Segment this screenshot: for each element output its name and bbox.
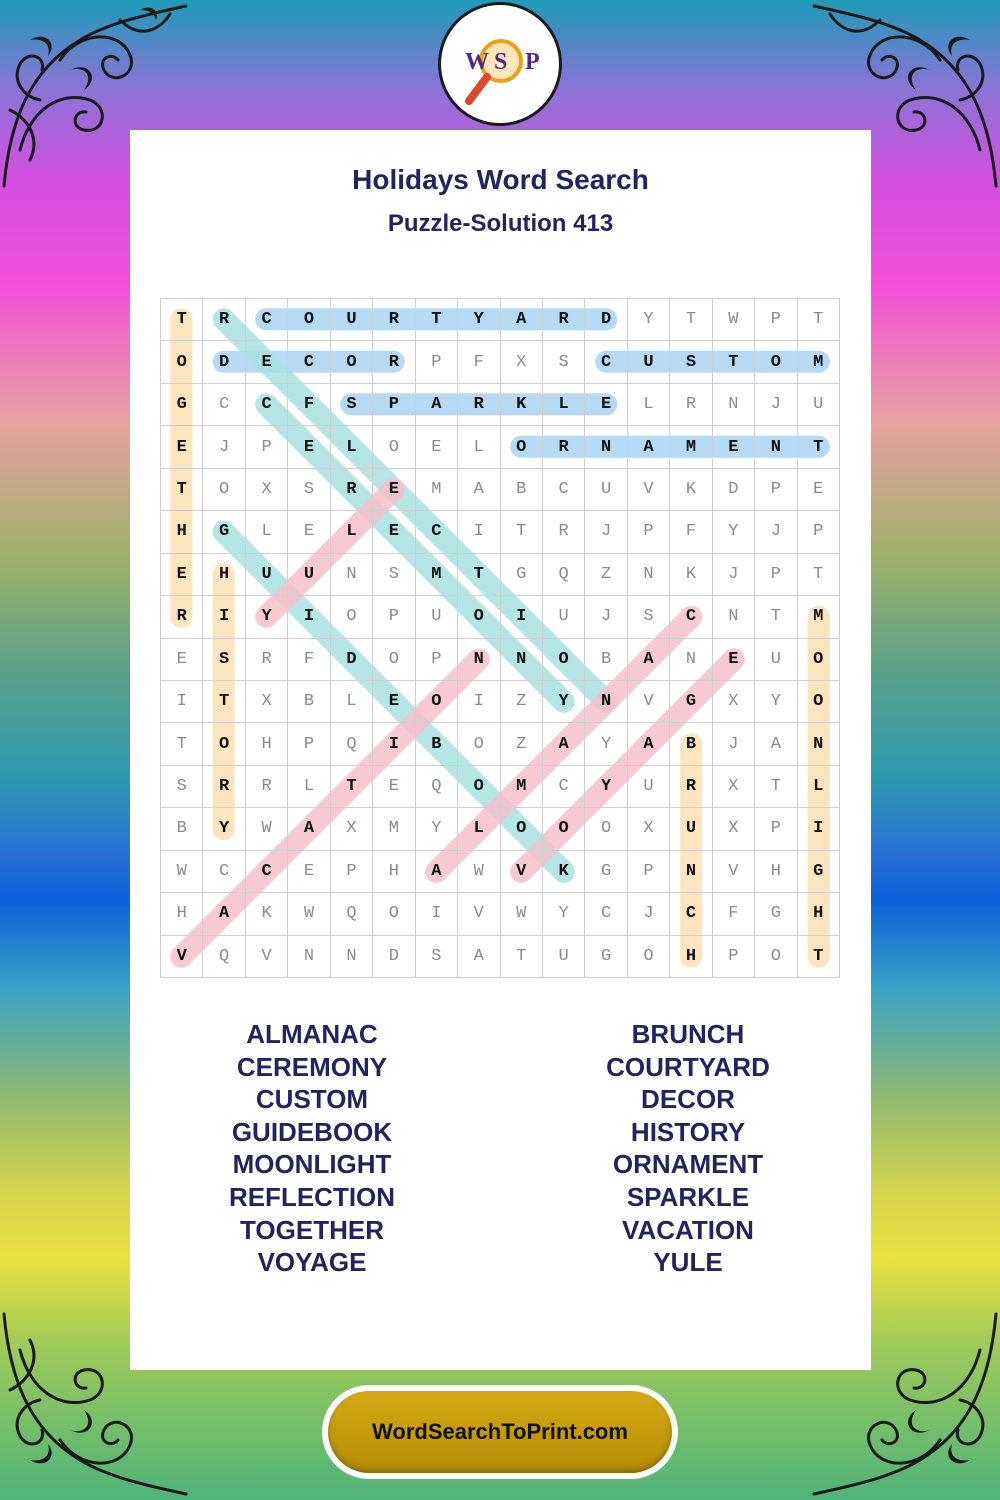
grid-cell[interactable]: B xyxy=(161,808,203,850)
grid-cell[interactable]: S xyxy=(628,596,670,638)
grid-cell[interactable]: Y xyxy=(246,596,288,638)
grid-cell[interactable]: M xyxy=(798,596,840,638)
grid-cell[interactable]: M xyxy=(798,341,840,383)
grid-cell[interactable]: K xyxy=(670,469,712,511)
grid-cell[interactable]: T xyxy=(161,723,203,765)
grid-cell[interactable]: R xyxy=(373,341,415,383)
grid-cell[interactable]: L xyxy=(331,681,373,723)
grid-cell[interactable]: Y xyxy=(543,893,585,935)
grid-cell[interactable]: H xyxy=(798,893,840,935)
grid-cell[interactable]: R xyxy=(246,639,288,681)
word-list-item: SPARKLE xyxy=(626,1181,750,1212)
grid-cell[interactable]: W xyxy=(288,893,330,935)
grid-cell[interactable]: W xyxy=(713,299,755,341)
grid-cell[interactable]: R xyxy=(246,766,288,808)
grid-cell[interactable]: P xyxy=(288,723,330,765)
grid-cell[interactable]: Q xyxy=(203,936,245,978)
grid-cell[interactable]: P xyxy=(331,851,373,893)
grid-cell[interactable]: T xyxy=(416,299,458,341)
grid-cell[interactable]: E xyxy=(246,341,288,383)
grid-cell[interactable]: J xyxy=(585,511,627,553)
grid-cell[interactable]: N xyxy=(713,596,755,638)
grid-cell[interactable]: S xyxy=(288,469,330,511)
grid-cell[interactable]: A xyxy=(416,384,458,426)
grid-cell[interactable]: M xyxy=(416,554,458,596)
grid-cell[interactable]: T xyxy=(331,766,373,808)
word-list-item: COURTYARD xyxy=(606,1051,770,1082)
grid-cell[interactable]: O xyxy=(373,893,415,935)
grid-cell[interactable]: N xyxy=(670,639,712,681)
grid-cell[interactable]: E xyxy=(288,511,330,553)
grid-cell[interactable]: S xyxy=(331,384,373,426)
grid-cell[interactable]: P xyxy=(628,851,670,893)
grid-cell[interactable]: T xyxy=(161,469,203,511)
site-pill xyxy=(328,1391,672,1473)
grid-cell[interactable]: M xyxy=(501,766,543,808)
grid-cell[interactable]: W xyxy=(458,851,500,893)
grid-cell[interactable]: T xyxy=(798,936,840,978)
grid-cell[interactable]: U xyxy=(543,936,585,978)
grid-cell[interactable]: J xyxy=(713,723,755,765)
grid-cell[interactable]: P xyxy=(246,426,288,468)
grid-cell[interactable]: X xyxy=(246,681,288,723)
grid-cell[interactable]: U xyxy=(628,766,670,808)
grid-cell[interactable]: H xyxy=(161,511,203,553)
grid-cell[interactable]: A xyxy=(628,639,670,681)
grid-cell[interactable]: J xyxy=(713,554,755,596)
grid-cell[interactable]: R xyxy=(670,766,712,808)
grid-cell[interactable]: O xyxy=(755,341,797,383)
grid-cell[interactable]: T xyxy=(161,299,203,341)
grid-cell[interactable]: B xyxy=(501,469,543,511)
grid-cell[interactable]: L xyxy=(543,384,585,426)
grid-cell[interactable]: H xyxy=(161,893,203,935)
word-list-item: VOYAGE xyxy=(257,1247,367,1278)
grid-cell[interactable]: C xyxy=(585,893,627,935)
grid-cell[interactable]: X xyxy=(713,681,755,723)
grid-cell[interactable]: T xyxy=(798,299,840,341)
grid-cell[interactable]: L xyxy=(331,511,373,553)
grid-cell[interactable]: A xyxy=(416,851,458,893)
grid-cell[interactable]: K xyxy=(246,893,288,935)
word-list-item: CUSTOM xyxy=(255,1084,369,1115)
grid-cell[interactable]: R xyxy=(203,299,245,341)
grid-cell[interactable]: U xyxy=(246,554,288,596)
grid-cell[interactable]: H xyxy=(670,936,712,978)
grid-cell[interactable]: E xyxy=(585,384,627,426)
grid-cell[interactable]: P xyxy=(755,554,797,596)
puzzle-subtitle: Puzzle-Solution 413 xyxy=(387,210,614,237)
grid-cell[interactable]: U xyxy=(798,384,840,426)
grid-cell[interactable]: T xyxy=(670,299,712,341)
grid-cell[interactable]: Y xyxy=(585,766,627,808)
grid-cell[interactable]: K xyxy=(670,554,712,596)
grid-cell[interactable]: O xyxy=(203,469,245,511)
grid-cell[interactable]: E xyxy=(288,851,330,893)
grid-cell[interactable]: I xyxy=(288,596,330,638)
grid-cell[interactable]: E xyxy=(161,554,203,596)
grid-cell[interactable]: Q xyxy=(416,766,458,808)
grid-cell[interactable]: H xyxy=(755,851,797,893)
grid-cell[interactable]: C xyxy=(416,511,458,553)
grid-cell[interactable]: C xyxy=(543,469,585,511)
grid-cell[interactable]: C xyxy=(670,893,712,935)
word-list-item: ORNAMENT xyxy=(612,1149,764,1180)
grid-cell[interactable]: N xyxy=(331,936,373,978)
grid-cell[interactable]: V xyxy=(246,936,288,978)
grid-cell[interactable]: K xyxy=(543,851,585,893)
word-search-grid xyxy=(160,298,840,978)
grid-cell[interactable]: W xyxy=(161,851,203,893)
word-list-item: MOONLIGHT xyxy=(232,1149,392,1180)
grid-cell[interactable]: X xyxy=(501,341,543,383)
grid-cell[interactable]: A xyxy=(288,808,330,850)
grid-cell[interactable]: H xyxy=(203,554,245,596)
grid-cell[interactable]: L xyxy=(458,426,500,468)
grid-cell[interactable]: U xyxy=(628,341,670,383)
grid-cell[interactable]: U xyxy=(670,808,712,850)
grid-cell[interactable]: U xyxy=(331,299,373,341)
grid-cell[interactable]: H xyxy=(246,723,288,765)
grid-cell[interactable]: P xyxy=(373,596,415,638)
grid-cell[interactable]: O xyxy=(501,426,543,468)
grid-cell[interactable]: B xyxy=(585,639,627,681)
grid-cell[interactable]: N xyxy=(755,426,797,468)
site-url: WordSearchToPrint.com xyxy=(372,1419,628,1444)
grid-cell[interactable]: C xyxy=(203,851,245,893)
grid-cell[interactable]: E xyxy=(713,639,755,681)
grid-cell[interactable]: T xyxy=(755,596,797,638)
grid-cell[interactable]: S xyxy=(416,936,458,978)
grid-cell[interactable]: F xyxy=(670,511,712,553)
grid-cell[interactable]: R xyxy=(373,299,415,341)
grid-cell[interactable]: O xyxy=(331,596,373,638)
grid-cell[interactable]: D xyxy=(713,469,755,511)
grid-cell[interactable]: D xyxy=(585,299,627,341)
grid-cell[interactable]: Z xyxy=(585,554,627,596)
grid-cell[interactable]: U xyxy=(543,596,585,638)
grid-cell[interactable]: I xyxy=(203,596,245,638)
grid-cell[interactable]: S xyxy=(670,341,712,383)
grid-cell[interactable]: S xyxy=(161,766,203,808)
grid-cell[interactable]: O xyxy=(755,936,797,978)
logo-letter-p: P xyxy=(525,49,540,75)
grid-cell[interactable]: C xyxy=(246,299,288,341)
logo-letter-s: S xyxy=(494,49,508,75)
grid-cell[interactable]: R xyxy=(543,426,585,468)
grid-cell[interactable]: O xyxy=(543,639,585,681)
grid-cell[interactable]: O xyxy=(331,341,373,383)
grid-cell[interactable]: T xyxy=(458,554,500,596)
grid-cell[interactable]: F xyxy=(288,384,330,426)
grid-cell[interactable]: X xyxy=(331,808,373,850)
grid-cell[interactable]: E xyxy=(161,639,203,681)
grid-cell[interactable]: E xyxy=(416,426,458,468)
grid-cell[interactable]: N xyxy=(458,639,500,681)
grid-cell[interactable]: C xyxy=(288,341,330,383)
grid-cell[interactable]: L xyxy=(458,808,500,850)
grid-cell[interactable]: E xyxy=(288,426,330,468)
grid-cell[interactable]: G xyxy=(585,851,627,893)
grid-cell[interactable]: Y xyxy=(543,681,585,723)
grid-cell[interactable]: G xyxy=(161,384,203,426)
grid-cell[interactable]: N xyxy=(585,426,627,468)
grid-cell[interactable]: L xyxy=(798,766,840,808)
grid-cell[interactable]: B xyxy=(416,723,458,765)
grid-cell[interactable]: H xyxy=(373,851,415,893)
grid-cell[interactable]: Z xyxy=(501,723,543,765)
grid-cell[interactable]: O xyxy=(203,723,245,765)
grid-cell[interactable]: P xyxy=(755,469,797,511)
grid-cell[interactable]: S xyxy=(543,341,585,383)
grid-cell[interactable]: X xyxy=(246,469,288,511)
grid-cell[interactable]: G xyxy=(501,554,543,596)
grid-cell[interactable]: O xyxy=(628,936,670,978)
grid-cell[interactable]: I xyxy=(373,723,415,765)
grid-cell[interactable]: A xyxy=(458,469,500,511)
grid-cell[interactable]: R xyxy=(161,596,203,638)
logo-letter-w: W xyxy=(465,49,489,75)
grid-cell[interactable]: G xyxy=(585,936,627,978)
grid-cell[interactable]: Y xyxy=(585,723,627,765)
grid-cell[interactable]: O xyxy=(458,766,500,808)
word-list-item: HISTORY xyxy=(630,1116,746,1147)
grid-cell[interactable]: M xyxy=(416,469,458,511)
grid-cell[interactable]: D xyxy=(373,936,415,978)
grid-cell[interactable]: O xyxy=(543,808,585,850)
grid-cell[interactable]: B xyxy=(670,723,712,765)
grid-cell[interactable]: R xyxy=(458,384,500,426)
grid-cell[interactable]: J xyxy=(203,426,245,468)
grid-cell[interactable]: T xyxy=(798,426,840,468)
grid-cell[interactable]: I xyxy=(798,808,840,850)
grid-cell[interactable]: S xyxy=(203,639,245,681)
grid-cell[interactable]: V xyxy=(458,893,500,935)
grid-cell[interactable]: V xyxy=(161,936,203,978)
site-banner[interactable] xyxy=(322,1385,678,1479)
word-list-right xyxy=(523,1018,853,1279)
grid-cell[interactable]: C xyxy=(203,384,245,426)
grid-cell[interactable]: E xyxy=(373,766,415,808)
grid-cell[interactable]: N xyxy=(628,554,670,596)
grid-cell[interactable]: J xyxy=(628,893,670,935)
word-list-item: REFLECTION xyxy=(228,1181,396,1212)
grid-cell[interactable]: C xyxy=(670,596,712,638)
grid-cell[interactable]: G xyxy=(670,681,712,723)
grid-cell[interactable]: A xyxy=(203,893,245,935)
grid-cell[interactable]: E xyxy=(713,426,755,468)
word-list-item: DECOR xyxy=(641,1084,735,1115)
puzzle-card xyxy=(130,130,871,1370)
grid-cell[interactable]: O xyxy=(501,808,543,850)
grid-cell[interactable]: M xyxy=(373,808,415,850)
grid-cell[interactable]: U xyxy=(416,596,458,638)
grid-cell[interactable]: O xyxy=(161,341,203,383)
grid-cell[interactable]: T xyxy=(713,341,755,383)
grid-cell[interactable]: A xyxy=(458,936,500,978)
grid-cell[interactable]: N xyxy=(501,639,543,681)
grid-cell[interactable]: T xyxy=(798,554,840,596)
grid-cell[interactable]: Y xyxy=(203,808,245,850)
grid-cell[interactable]: R xyxy=(543,511,585,553)
letter-grid xyxy=(160,298,840,978)
grid-cell[interactable]: N xyxy=(288,936,330,978)
word-list-item: YULE xyxy=(653,1247,723,1278)
grid-cell[interactable]: N xyxy=(670,851,712,893)
grid-cell[interactable]: R xyxy=(203,766,245,808)
grid-cell[interactable]: N xyxy=(798,723,840,765)
grid-cell[interactable]: X xyxy=(713,808,755,850)
grid-cell[interactable]: J xyxy=(755,511,797,553)
grid-cell[interactable]: C xyxy=(585,341,627,383)
grid-cell[interactable]: F xyxy=(458,341,500,383)
grid-cell[interactable]: L xyxy=(628,384,670,426)
grid-cell[interactable]: X xyxy=(628,808,670,850)
grid-cell[interactable]: O xyxy=(416,681,458,723)
word-list-left xyxy=(147,1018,477,1279)
puzzle-title: Holidays Word Search xyxy=(352,164,649,195)
word-list-item: CEREMONY xyxy=(236,1051,388,1082)
word-list-item: VACATION xyxy=(622,1214,754,1245)
grid-cell[interactable]: E xyxy=(373,469,415,511)
grid-cell[interactable]: G xyxy=(755,893,797,935)
grid-cell[interactable]: R xyxy=(670,384,712,426)
grid-cell[interactable]: U xyxy=(755,639,797,681)
grid-cell[interactable]: N xyxy=(585,681,627,723)
grid-cell[interactable]: A xyxy=(501,299,543,341)
grid-cell[interactable]: P xyxy=(416,639,458,681)
grid-cell[interactable]: Y xyxy=(713,511,755,553)
grid-cell[interactable]: U xyxy=(288,554,330,596)
grid-cell[interactable]: R xyxy=(543,299,585,341)
grid-cell[interactable]: P xyxy=(798,511,840,553)
grid-cell[interactable]: Q xyxy=(331,723,373,765)
grid-cell[interactable]: N xyxy=(713,384,755,426)
grid-cell[interactable]: J xyxy=(585,596,627,638)
grid-cell[interactable]: I xyxy=(458,511,500,553)
grid-cell[interactable]: V xyxy=(501,851,543,893)
word-list-item: GUIDEBOOK xyxy=(231,1116,393,1147)
grid-cell[interactable]: V xyxy=(628,469,670,511)
grid-cell[interactable]: V xyxy=(628,681,670,723)
grid-cell[interactable]: I xyxy=(501,596,543,638)
grid-cell[interactable]: J xyxy=(755,384,797,426)
grid-cell[interactable]: M xyxy=(670,426,712,468)
grid-cell[interactable]: Y xyxy=(416,808,458,850)
grid-cell[interactable]: L xyxy=(246,511,288,553)
grid-cell[interactable]: F xyxy=(713,893,755,935)
grid-cell[interactable]: O xyxy=(798,681,840,723)
grid-cell[interactable]: W xyxy=(501,893,543,935)
grid-cell[interactable]: G xyxy=(203,511,245,553)
word-list-item: ALMANAC xyxy=(246,1019,378,1049)
grid-cell[interactable]: D xyxy=(203,341,245,383)
grid-cell[interactable]: O xyxy=(458,596,500,638)
grid-cell[interactable]: B xyxy=(288,681,330,723)
grid-cell[interactable]: T xyxy=(501,936,543,978)
grid-cell[interactable]: W xyxy=(246,808,288,850)
grid-cell[interactable]: N xyxy=(331,554,373,596)
grid-cell[interactable]: R xyxy=(331,469,373,511)
site-logo[interactable] xyxy=(438,2,562,126)
grid-cell[interactable]: O xyxy=(798,639,840,681)
grid-cell[interactable]: A xyxy=(628,426,670,468)
grid-cell[interactable]: E xyxy=(161,426,203,468)
word-list-item: BRUNCH xyxy=(631,1019,745,1049)
grid-cell[interactable]: O xyxy=(458,723,500,765)
grid-cell[interactable]: E xyxy=(373,511,415,553)
grid-cell[interactable]: P xyxy=(416,341,458,383)
grid-cell[interactable]: C xyxy=(543,766,585,808)
grid-cell[interactable]: P xyxy=(755,299,797,341)
word-list-item: TOGETHER xyxy=(240,1214,384,1245)
grid-cell[interactable]: Z xyxy=(501,681,543,723)
grid-cell[interactable]: E xyxy=(373,681,415,723)
grid-cell[interactable]: Y xyxy=(755,681,797,723)
magnifier-logo-icon xyxy=(445,9,555,119)
grid-cell[interactable]: T xyxy=(755,766,797,808)
grid-cell[interactable]: K xyxy=(501,384,543,426)
grid-cell[interactable]: Q xyxy=(331,893,373,935)
grid-cell[interactable]: D xyxy=(331,639,373,681)
grid-cell[interactable]: O xyxy=(585,808,627,850)
grid-cell[interactable]: I xyxy=(161,681,203,723)
grid-cell[interactable]: G xyxy=(798,851,840,893)
grid-cell[interactable]: Y xyxy=(628,299,670,341)
grid-cell[interactable]: I xyxy=(416,893,458,935)
grid-cell[interactable]: V xyxy=(713,851,755,893)
grid-cell[interactable]: A xyxy=(628,723,670,765)
grid-cell[interactable]: Q xyxy=(543,554,585,596)
grid-cell[interactable]: T xyxy=(501,511,543,553)
grid-cell[interactable]: O xyxy=(373,639,415,681)
grid-cell[interactable]: E xyxy=(798,469,840,511)
grid-cell[interactable]: C xyxy=(246,851,288,893)
grid-cell[interactable]: C xyxy=(246,384,288,426)
grid-cell[interactable]: S xyxy=(373,554,415,596)
grid-cell[interactable]: I xyxy=(458,681,500,723)
grid-cell[interactable]: A xyxy=(755,723,797,765)
grid-cell[interactable]: O xyxy=(288,299,330,341)
grid-cell[interactable]: T xyxy=(203,681,245,723)
grid-cell[interactable]: L xyxy=(288,766,330,808)
grid-cell[interactable]: P xyxy=(755,808,797,850)
grid-cell[interactable]: L xyxy=(331,426,373,468)
grid-cell[interactable]: X xyxy=(713,766,755,808)
grid-cell[interactable]: P xyxy=(713,936,755,978)
grid-cell[interactable]: Y xyxy=(458,299,500,341)
grid-cell[interactable]: F xyxy=(288,639,330,681)
grid-cell[interactable]: O xyxy=(373,426,415,468)
grid-cell[interactable]: A xyxy=(543,723,585,765)
grid-cell[interactable]: P xyxy=(373,384,415,426)
grid-cell[interactable]: U xyxy=(585,469,627,511)
grid-cell[interactable]: P xyxy=(628,511,670,553)
